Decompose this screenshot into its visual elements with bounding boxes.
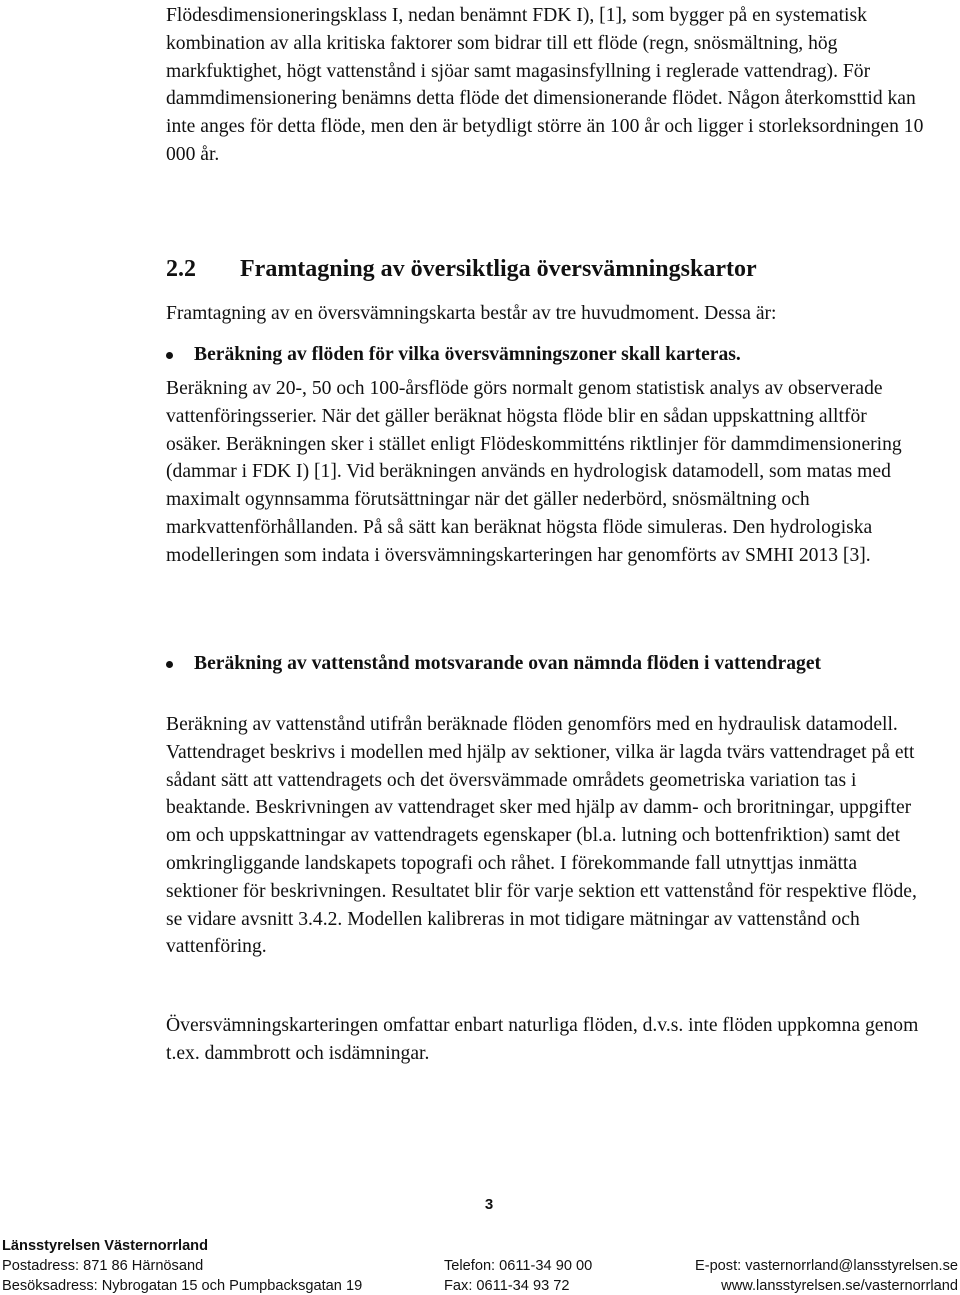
bullet-text: Beräkning av vattenstånd motsvarande ovan nämnda flöden i vattendraget <box>194 653 822 674</box>
footer-website: www.lansstyrelsen.se/vasternorrland <box>721 1278 958 1294</box>
section-heading <box>166 252 757 286</box>
footer-phone: Telefon: 0611-34 90 00 <box>444 1258 593 1274</box>
paragraph-natural-flows: Översvämningskarteringen omfattar enbart naturliga flöden, d.v.s. inte flöden uppkomna genom t.ex. dammbrott och isdämningar. <box>166 1015 919 1064</box>
footer-postal-address: Postadress: 871 86 Härnösand <box>2 1258 204 1274</box>
bullet-item-water-levels <box>166 650 926 678</box>
page-number: 3 <box>484 1196 494 1213</box>
bullet-dot-icon <box>166 661 173 668</box>
bullet-dot-icon <box>166 352 173 359</box>
footer-fax: Fax: 0611-34 93 72 <box>444 1278 570 1294</box>
bullet-text: Beräkning av flöden för vilka översvämningszoner skall karteras. <box>194 344 741 365</box>
section-title: Framtagning av översiktliga översvämningskartor <box>240 256 757 282</box>
footer-email: E-post: vasternorrland@lansstyrelsen.se <box>694 1258 958 1274</box>
footer-organization: Länsstyrelsen Västernorrland <box>2 1238 209 1254</box>
section-number: 2.2 <box>166 256 196 282</box>
bullet-item-flows <box>166 341 926 369</box>
paragraph-hydraulic-model: Beräkning av vattenstånd utifrån beräknade flöden genomförs med en hydraulisk datamodell. Vattendraget beskrivs i modellen med hjälp av sektioner, vilka är lagda tvärs vattendraget på ett sådant sätt att vattendragets och det översvämmade områdets geometriska variation tas i beaktande. Beskrivningen av vattendraget sker med hjälp av damm- och broritningar, uppgifter om och uppskattningar av vattendragets egenskaper (bl.a. lutning och bottenfriktion) samt det omkringliggande landskapets topografi och råhet. I förekommande fall utnyttjas inmätta sektioner för beskrivningen. Resultatet blir för varje sektion ett vattenstånd för respektive flöde, se vidare avsnitt 3.4.2. Modellen kalibreras in mot tidigare mätningar av vattenstånd och vattenföring. <box>166 714 917 958</box>
paragraph-flow-calculation: Beräkning av 20-, 50 och 100-årsflöde görs normalt genom statistisk analys av observerade vattenföringsserier. När det gäller beräknat högsta flöde blir en sådan uppskattning alltför osäker. Beräkningen sker i stället enligt Flödeskommitténs riktlinjer för dammdimensionering (dammar i FDK I) [1]. Vid beräkningen används en hydrologisk datamodell, som matas med maximalt ogynnsamma förutsättningar när det gäller nederbörd, snösmältning och markvattenförhållanden. På så sätt kan beräknat högsta flöde simuleras. Den hydrologiska modelleringen som indata i översvämningskarteringen har genomförts av SMHI 2013 [3]. <box>166 378 902 566</box>
paragraph-fdk-intro: Flödesdimensioneringsklass I, nedan benämnt FDK I), [1], som bygger på en systematisk kombination av alla kritiska faktorer som bidrar till ett flöde (regn, snösmältning, hög markfuktighet, högt vattenstånd i sjöar samt magasinsfyllning i reglerade vattendrag). För dammdimensionering benämns detta flöde det dimensionerande flödet. Någon återkomsttid kan inte anges för detta flöde, men den är betydligt större än 100 år och ligger i storleksordningen 10 000 år. <box>166 5 924 165</box>
paragraph-main-steps-intro: Framtagning av en översvämningskarta består av tre huvudmoment. Dessa är: <box>166 303 777 324</box>
footer-visiting-address: Besöksadress: Nybrogatan 15 och Pumpbacksgatan 19 <box>2 1278 363 1294</box>
